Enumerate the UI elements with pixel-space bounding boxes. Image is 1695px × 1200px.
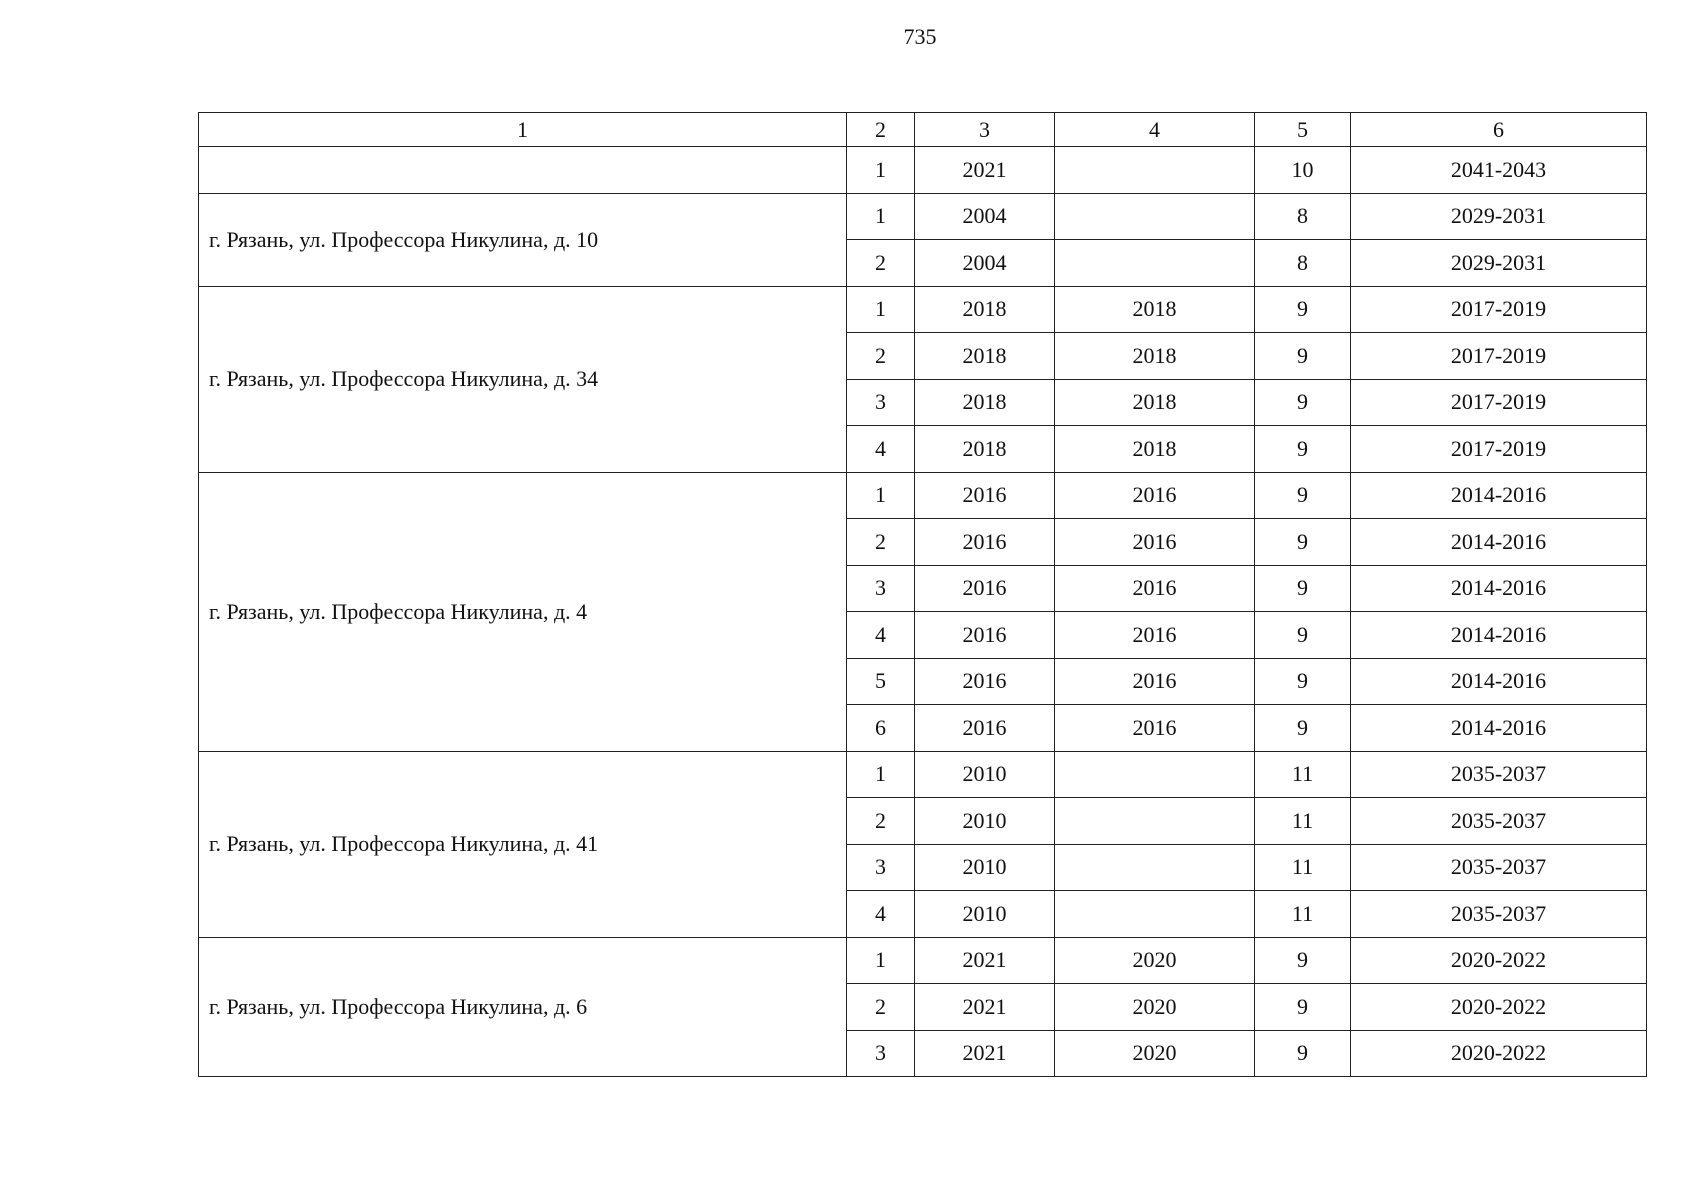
period-cell: 2014-2016: [1351, 565, 1647, 612]
period-cell: 2035-2037: [1351, 751, 1647, 798]
replacement-year-cell: 2016: [1055, 658, 1255, 705]
floors-cell: 9: [1255, 612, 1351, 659]
entrance-number-cell: 1: [847, 193, 915, 240]
year-cell: 2018: [915, 286, 1055, 333]
year-cell: 2021: [915, 937, 1055, 984]
replacement-year-cell: [1055, 147, 1255, 194]
floors-cell: 9: [1255, 705, 1351, 752]
replacement-year-cell: 2016: [1055, 705, 1255, 752]
replacement-year-cell: 2016: [1055, 519, 1255, 566]
entrance-number-cell: 3: [847, 844, 915, 891]
floors-cell: 9: [1255, 1030, 1351, 1077]
period-cell: 2029-2031: [1351, 193, 1647, 240]
year-cell: 2016: [915, 705, 1055, 752]
floors-cell: 10: [1255, 147, 1351, 194]
entrance-number-cell: 2: [847, 519, 915, 566]
floors-cell: 9: [1255, 937, 1351, 984]
floors-cell: 9: [1255, 286, 1351, 333]
entrance-number-cell: 4: [847, 891, 915, 938]
entrance-number-cell: 5: [847, 658, 915, 705]
year-cell: 2018: [915, 333, 1055, 380]
address-cell: г. Рязань, ул. Профессора Никулина, д. 4: [199, 472, 847, 751]
replacement-year-cell: [1055, 751, 1255, 798]
period-cell: 2014-2016: [1351, 705, 1647, 752]
replacement-year-cell: 2016: [1055, 472, 1255, 519]
floors-cell: 11: [1255, 751, 1351, 798]
entrance-number-cell: 1: [847, 751, 915, 798]
entrance-number-cell: 1: [847, 472, 915, 519]
replacement-year-cell: 2016: [1055, 612, 1255, 659]
period-cell: 2035-2037: [1351, 891, 1647, 938]
replacement-year-cell: [1055, 193, 1255, 240]
year-cell: 2016: [915, 472, 1055, 519]
entrance-number-cell: 3: [847, 565, 915, 612]
address-cell: г. Рязань, ул. Профессора Никулина, д. 10: [199, 193, 847, 286]
year-cell: 2016: [915, 658, 1055, 705]
replacement-year-cell: 2020: [1055, 1030, 1255, 1077]
period-cell: 2017-2019: [1351, 333, 1647, 380]
floors-cell: 9: [1255, 333, 1351, 380]
address-cell: г. Рязань, ул. Профессора Никулина, д. 41: [199, 751, 847, 937]
entrance-number-cell: 3: [847, 379, 915, 426]
period-cell: 2020-2022: [1351, 1030, 1647, 1077]
year-cell: 2018: [915, 379, 1055, 426]
entrance-number-cell: 2: [847, 798, 915, 845]
table-row: [199, 193, 1647, 240]
entrance-number-cell: 2: [847, 240, 915, 287]
period-cell: 2020-2022: [1351, 937, 1647, 984]
year-cell: 2010: [915, 751, 1055, 798]
period-cell: 2017-2019: [1351, 286, 1647, 333]
entrance-number-cell: 4: [847, 612, 915, 659]
year-cell: 2016: [915, 612, 1055, 659]
year-cell: 2010: [915, 798, 1055, 845]
period-cell: 2014-2016: [1351, 658, 1647, 705]
table-row: [199, 472, 1647, 519]
year-cell: 2021: [915, 984, 1055, 1031]
replacement-year-cell: [1055, 798, 1255, 845]
floors-cell: 11: [1255, 891, 1351, 938]
header-cell-4: 4: [1055, 113, 1255, 147]
year-cell: 2021: [915, 147, 1055, 194]
replacement-year-cell: 2018: [1055, 286, 1255, 333]
entrance-number-cell: 1: [847, 286, 915, 333]
header-cell-3: 3: [915, 113, 1055, 147]
replacement-year-cell: 2018: [1055, 379, 1255, 426]
header-cell-1: 1: [199, 113, 847, 147]
floors-cell: 9: [1255, 519, 1351, 566]
floors-cell: 8: [1255, 193, 1351, 240]
period-cell: 2014-2016: [1351, 519, 1647, 566]
entrance-number-cell: 1: [847, 147, 915, 194]
year-cell: 2010: [915, 891, 1055, 938]
entrance-number-cell: 4: [847, 426, 915, 473]
header-cell-6: 6: [1351, 113, 1647, 147]
replacement-year-cell: [1055, 891, 1255, 938]
page-number: 735: [903, 24, 937, 49]
floors-cell: 9: [1255, 426, 1351, 473]
header-cell-5: 5: [1255, 113, 1351, 147]
address-cell: г. Рязань, ул. Профессора Никулина, д. 34: [199, 286, 847, 472]
table-row: [199, 147, 1647, 194]
replacement-year-cell: [1055, 240, 1255, 287]
entrance-number-cell: 1: [847, 937, 915, 984]
replacement-year-cell: 2020: [1055, 937, 1255, 984]
period-cell: 2017-2019: [1351, 426, 1647, 473]
address-cell: [199, 147, 847, 194]
year-cell: 2016: [915, 565, 1055, 612]
header-cell-2: 2: [847, 113, 915, 147]
period-cell: 2041-2043: [1351, 147, 1647, 194]
floors-cell: 9: [1255, 379, 1351, 426]
year-cell: 2016: [915, 519, 1055, 566]
period-cell: 2017-2019: [1351, 379, 1647, 426]
header-row: [199, 113, 1647, 147]
floors-cell: 11: [1255, 798, 1351, 845]
period-cell: 2020-2022: [1351, 984, 1647, 1031]
floors-cell: 9: [1255, 472, 1351, 519]
data-table: [198, 112, 1647, 1077]
replacement-year-cell: 2020: [1055, 984, 1255, 1031]
entrance-number-cell: 3: [847, 1030, 915, 1077]
period-cell: 2035-2037: [1351, 798, 1647, 845]
year-cell: 2004: [915, 240, 1055, 287]
year-cell: 2010: [915, 844, 1055, 891]
floors-cell: 9: [1255, 984, 1351, 1031]
entrance-number-cell: 2: [847, 984, 915, 1031]
replacement-year-cell: 2018: [1055, 333, 1255, 380]
year-cell: 2021: [915, 1030, 1055, 1077]
floors-cell: 8: [1255, 240, 1351, 287]
period-cell: 2014-2016: [1351, 612, 1647, 659]
entrance-number-cell: 2: [847, 333, 915, 380]
period-cell: 2014-2016: [1351, 472, 1647, 519]
year-cell: 2018: [915, 426, 1055, 473]
table-body: [199, 147, 1647, 1077]
table-row: [199, 751, 1647, 798]
table-row: [199, 286, 1647, 333]
address-cell: г. Рязань, ул. Профессора Никулина, д. 6: [199, 937, 847, 1077]
replacement-year-cell: 2018: [1055, 426, 1255, 473]
entrance-number-cell: 6: [847, 705, 915, 752]
floors-cell: 11: [1255, 844, 1351, 891]
replacement-year-cell: [1055, 844, 1255, 891]
floors-cell: 9: [1255, 658, 1351, 705]
replacement-year-cell: 2016: [1055, 565, 1255, 612]
floors-cell: 9: [1255, 565, 1351, 612]
year-cell: 2004: [915, 193, 1055, 240]
period-cell: 2035-2037: [1351, 844, 1647, 891]
table-row: [199, 937, 1647, 984]
period-cell: 2029-2031: [1351, 240, 1647, 287]
